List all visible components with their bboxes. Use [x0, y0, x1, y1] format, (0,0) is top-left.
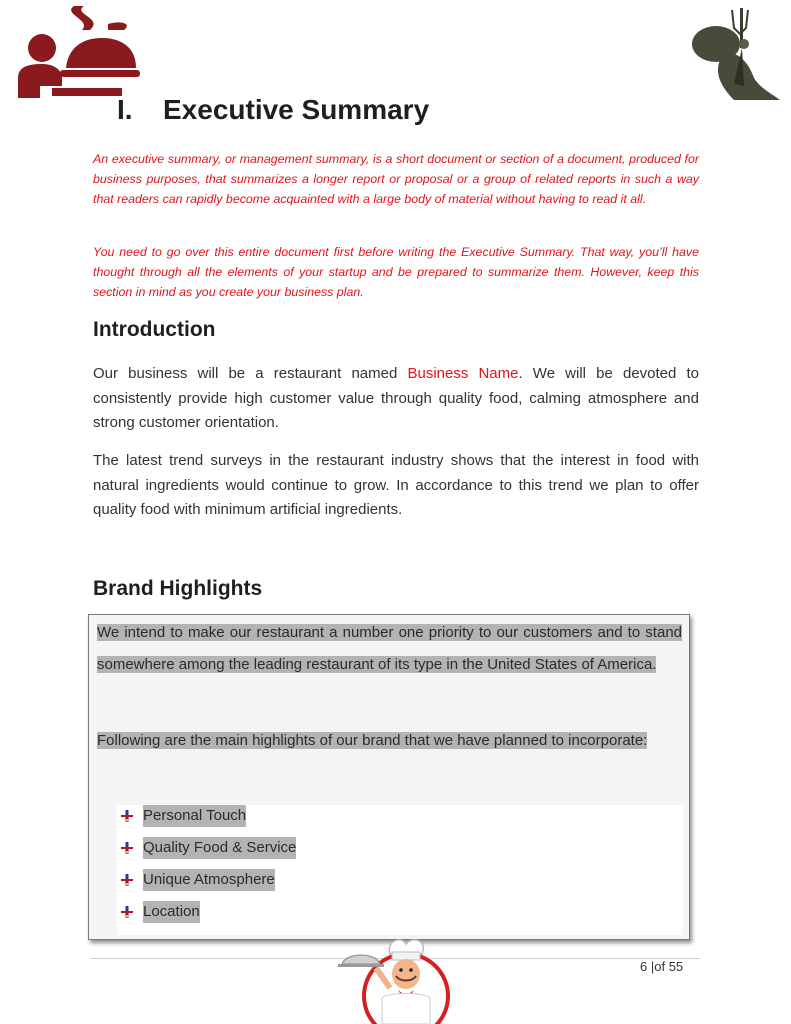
arrow-bullet-icon	[120, 809, 134, 823]
introduction-heading: Introduction	[93, 318, 216, 341]
chef-fork-logo	[684, 4, 784, 104]
brand-paragraph	[97, 617, 682, 680]
list-item	[117, 869, 683, 901]
brand-paragraph-2-text: Following are the main highlights of our brand that we have planned to incorporate:	[97, 732, 648, 749]
brand-highlights-heading: Brand Highlights	[93, 577, 263, 600]
chef-mascot-icon	[336, 936, 456, 1024]
introduction-paragraph	[93, 362, 699, 436]
highlight-item-text: Unique Atmosphere	[143, 869, 275, 891]
brand-paragraph-2	[97, 725, 682, 757]
page-current: 6	[640, 959, 648, 974]
brand-paragraph-text: We intend to make our restaurant a number one priority to our customers and to stand somewhere among the leading restaurant of its type in the United States of America.	[97, 624, 682, 673]
page-total: 55	[668, 959, 684, 974]
list-item	[117, 837, 683, 869]
highlights-list	[117, 805, 683, 935]
guidance-paragraph: An executive summary, or management summary, is a short document or section of a document, produced for business purposes, that summarizes a longer report or proposal or a group of related reports in such a way that readers can rapidly become acquainted with a large body of material without having to read it all.	[93, 152, 699, 206]
intro-text-start: Our business will be a restaurant named	[93, 365, 408, 382]
guidance-paragraph: You need to go over this entire document first before writing the Executive Summary. That way, you’ll have thought through all the elements of your startup and be prepared to summarize them. However, keep this section in mind as you create your business plan.	[93, 245, 699, 299]
page-number	[640, 959, 700, 974]
list-item	[117, 901, 683, 933]
introduction-paragraph-2: The latest trend surveys in the restaurant industry shows that the interest in food with natural ingredients would continue to grow. In accordance to this trend we plan to offer quality food with minimum artificial ingredients.	[93, 452, 699, 518]
business-name-placeholder: Business Name	[407, 365, 519, 382]
page-separator: |of	[650, 959, 666, 974]
list-item	[117, 805, 683, 837]
highlight-item-text: Quality Food & Service	[143, 837, 296, 859]
highlight-item-text: Personal Touch	[143, 805, 246, 827]
arrow-bullet-icon	[120, 873, 134, 887]
brand-highlights-box	[88, 614, 690, 940]
restaurant-logo	[12, 2, 140, 102]
highlight-item-text: Location	[143, 901, 200, 923]
intro-text-end: . We will be devoted to consistently provide high customer value through quality food, calming atmosphere and strong customer orientation.	[93, 365, 700, 431]
section-title-text: Executive Summary	[163, 94, 430, 125]
section-number: I.	[117, 94, 133, 125]
section-title	[117, 94, 429, 126]
arrow-bullet-icon	[120, 905, 134, 919]
arrow-bullet-icon	[120, 841, 134, 855]
